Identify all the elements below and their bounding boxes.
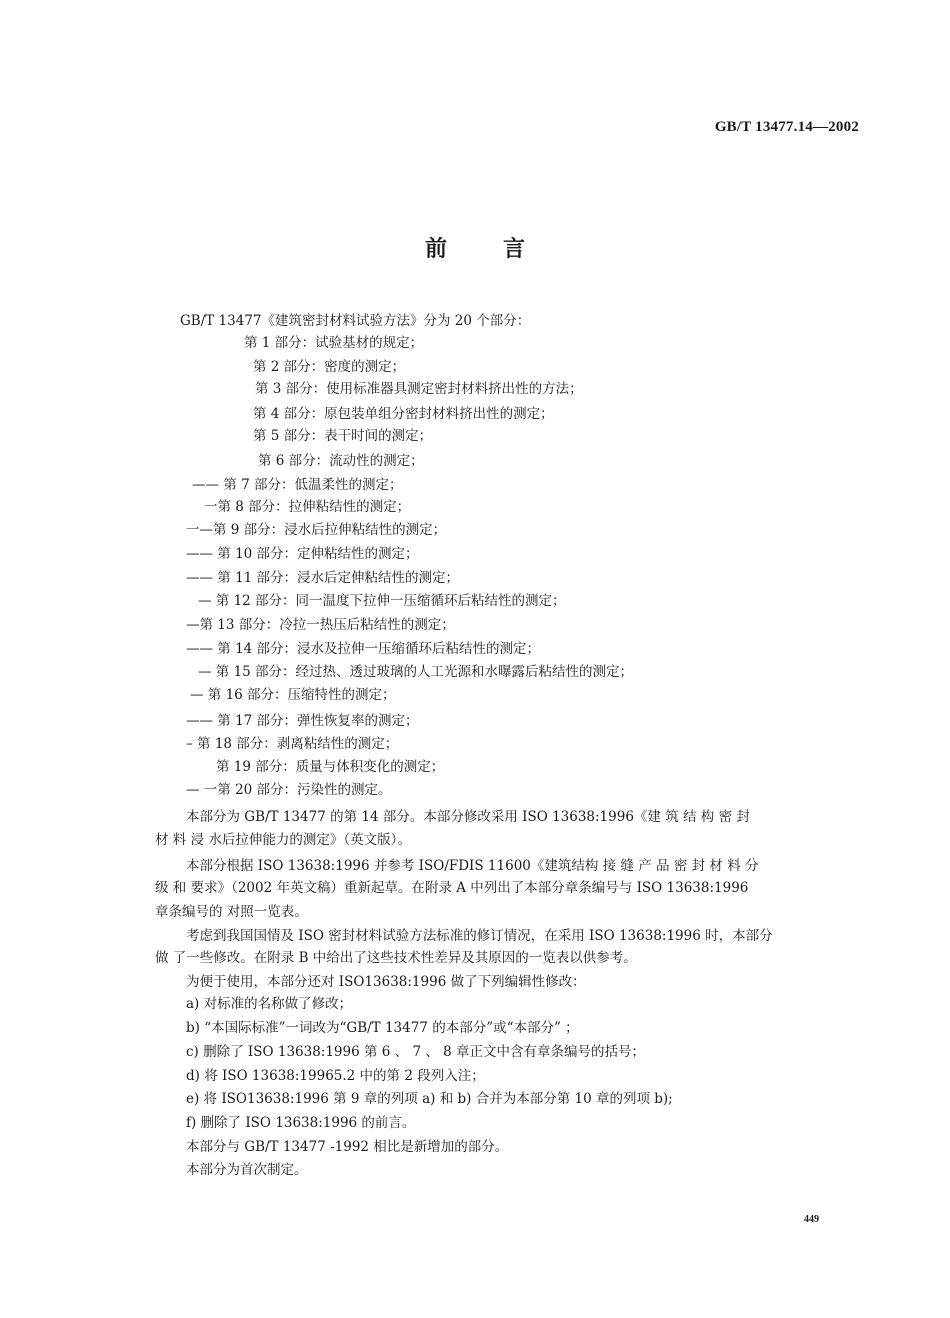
paragraph-line: 考虑到我国国情及 ISO 密封材料试验方法标准的修订情况，在采用 ISO 13638:1996 时，本部分	[186, 928, 773, 944]
paragraph-line: 级 和 要求》（2002 年英文稿）重新起草。在附录 A 中列出了本部分章条编号与 ISO 13638:1996	[155, 880, 749, 896]
part-item: — 第 15 部分：经过热、透过玻璃的人工光源和水曝露后粘结性的测定；	[198, 664, 634, 680]
standard-code: GB/T 13477.14—2002	[714, 119, 859, 135]
edit-item: c) 删除了 ISO 13638:1996 第 6 、 7 、 8 章正文中含有章条编号的括号；	[186, 1044, 646, 1060]
part-item: —第 13 部分：冷拉一热压后粘结性的测定；	[186, 617, 455, 633]
part-item: 第 5 部分：表干时间的测定；	[253, 428, 433, 444]
part-item: 一第 8 部分：拉伸粘结性的测定；	[204, 499, 411, 515]
part-item: 第 4 部分：原包装单组分密封材料挤出性的测定；	[253, 406, 554, 422]
closing-line: 本部分为首次制定。	[186, 1162, 308, 1178]
edit-item: e) 将 ISO13638:1996 第 9 章的列项 a) 和 b) 合并为本部分第 10 章的列项 b);	[186, 1091, 673, 1107]
part-item: —— 第 7 部分：低温柔性的测定；	[192, 477, 403, 493]
edit-item: a) 对标准的名称做了修改；	[186, 996, 353, 1012]
paragraph-line: 章条编号的 对照一览表。	[155, 904, 308, 920]
paragraph-line: 材 料 浸 水后拉伸能力的测定》（英文版）。	[155, 832, 411, 848]
paragraph-line: 为便于使用，本部分还对 ISO13638:1996 做了下列编辑性修改：	[186, 974, 586, 990]
part-item: —— 第 17 部分：弹性恢复率的测定；	[186, 713, 419, 729]
paragraph-line: 本部分为 GB/T 13477 的第 14 部分。本部分修改采用 ISO 13638:1996《建 筑 结 构 密 封	[186, 809, 750, 825]
part-item: 第 2 部分：密度的测定；	[253, 359, 406, 375]
edit-item: f) 删除了 ISO 13638:1996 的前言。	[186, 1115, 416, 1131]
closing-line: 本部分与 GB/T 13477 -1992 相比是新增加的部分。	[186, 1139, 509, 1155]
part-item: —— 第 14 部分：浸水及拉伸一压缩循环后粘结性的测定；	[186, 641, 541, 657]
intro-line: GB/T 13477《建筑密封材料试验方法》分为 20 个部分：	[180, 313, 531, 329]
part-item: 第 3 部分：使用标准器具测定密封材料挤出性的方法；	[255, 381, 583, 397]
part-item: —— 第 11 部分：浸水后定伸粘结性的测定；	[186, 570, 460, 586]
part-item: 第 6 部分：流动性的测定；	[258, 453, 424, 469]
part-item: 一—第 9 部分：浸水后拉伸粘结性的测定；	[186, 522, 447, 538]
edit-item: b) “本国际标准”一词改为“GB/T 13477 的本部分”或“本部分” ；	[186, 1020, 579, 1036]
part-item: —— 第 10 部分：定伸粘结性的测定；	[186, 546, 419, 562]
part-item: 第 1 部分：试验基材的规定；	[244, 335, 424, 351]
part-item: 第 19 部分：质量与体积变化的测定；	[216, 759, 445, 775]
page-number: 449	[804, 1214, 819, 1225]
part-item: — 第 12 部分：同一温度下拉伸一压缩循环后粘结性的测定；	[198, 593, 566, 609]
part-item: — 一第 20 部分：污染性的测定。	[186, 782, 392, 798]
page-title: 前言	[424, 237, 581, 262]
paragraph-line: 本部分根据 ISO 13638:1996 并参考 ISO/FDIS 11600《建筑结构 接 缝 产 品 密 封 材 料 分	[186, 858, 759, 874]
paragraph-line: 做 了一些修改。在附录 B 中给出了这些技术性差异及其原因的一览表以供参考。	[155, 950, 637, 966]
part-item: — 第 16 部分：压缩特性的测定；	[190, 687, 396, 703]
part-item: – 第 18 部分：剥离粘结性的测定；	[186, 736, 399, 752]
edit-item: d) 将 ISO 13638:19965.2 中的第 2 段列入注；	[186, 1068, 485, 1084]
